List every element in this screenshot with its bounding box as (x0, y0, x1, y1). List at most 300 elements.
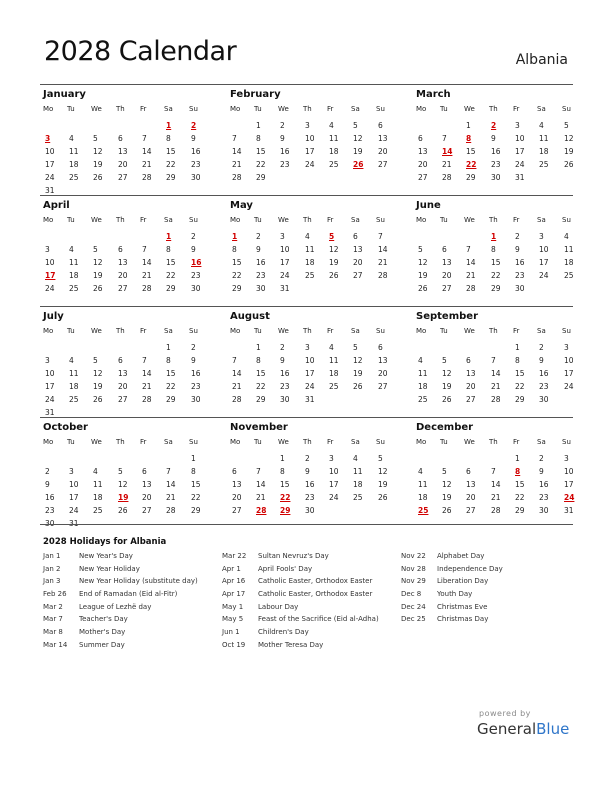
day-cell: 29 (491, 284, 501, 293)
holiday-day-cell: 3 (45, 134, 51, 143)
holiday-day-cell: 26 (353, 160, 364, 169)
day-cell: 31 (45, 408, 55, 417)
day-cell: 3 (305, 121, 310, 130)
day-cell: 17 (280, 258, 290, 267)
day-cell: 17 (305, 369, 315, 378)
day-cell: 22 (515, 382, 525, 391)
day-cell: 11 (69, 369, 79, 378)
day-cell: 23 (491, 160, 501, 169)
weekday-label: Sa (351, 438, 360, 446)
day-cell: 26 (442, 506, 452, 515)
day-cell: 27 (232, 506, 242, 515)
day-cell: 11 (93, 480, 103, 489)
day-cell: 9 (280, 134, 285, 143)
weekday-label: We (278, 327, 289, 335)
holiday-day-cell: 2 (491, 121, 497, 130)
day-cell: 10 (515, 134, 525, 143)
holiday-day-cell: 17 (45, 271, 56, 280)
day-cell: 17 (564, 369, 574, 378)
month-name: June (416, 200, 441, 211)
holiday-date: Apr 17 (222, 590, 246, 599)
holiday-name: Christmas Day (437, 615, 489, 624)
day-cell: 18 (418, 493, 428, 502)
day-cell: 22 (191, 493, 201, 502)
calendar-bottom-divider (40, 524, 573, 525)
day-cell: 6 (378, 343, 383, 352)
weekday-label: Tu (254, 327, 262, 335)
day-cell: 21 (256, 493, 266, 502)
day-cell: 15 (280, 480, 290, 489)
day-cell: 23 (191, 382, 201, 391)
day-cell: 3 (515, 121, 520, 130)
day-cell: 5 (564, 121, 569, 130)
weekday-label: Th (116, 327, 125, 335)
day-cell: 3 (564, 343, 569, 352)
day-cell: 27 (353, 271, 363, 280)
day-cell: 27 (118, 395, 128, 404)
holiday-date: Dec 25 (401, 615, 426, 624)
day-cell: 30 (191, 173, 201, 182)
day-cell: 27 (378, 160, 388, 169)
holiday-date: Jan 2 (43, 564, 61, 573)
holiday-name: Independence Day (437, 564, 503, 573)
holiday-day-cell: 2 (191, 121, 197, 130)
day-cell: 20 (353, 258, 363, 267)
day-cell: 19 (93, 160, 103, 169)
holiday-day-cell: 1 (491, 232, 497, 241)
day-cell: 7 (256, 467, 261, 476)
day-cell: 21 (466, 271, 476, 280)
weekday-label: Su (189, 216, 198, 224)
day-cell: 5 (442, 356, 447, 365)
day-cell: 9 (45, 480, 50, 489)
month-name: February (230, 89, 281, 100)
holiday-name: Labour Day (258, 602, 299, 611)
day-cell: 17 (305, 147, 315, 156)
day-cell: 2 (539, 454, 544, 463)
weekday-label: Tu (440, 327, 448, 335)
day-cell: 13 (118, 258, 128, 267)
day-cell: 28 (142, 173, 152, 182)
day-cell: 13 (118, 147, 128, 156)
day-cell: 20 (142, 493, 152, 502)
day-cell: 8 (515, 356, 520, 365)
day-cell: 13 (378, 134, 388, 143)
weekday-label: Sa (164, 327, 173, 335)
day-cell: 11 (418, 480, 428, 489)
holiday-name: League of Lezhë day (79, 602, 152, 611)
day-cell: 14 (232, 369, 242, 378)
day-cell: 6 (353, 232, 358, 241)
day-cell: 9 (256, 245, 261, 254)
day-cell: 25 (329, 160, 339, 169)
day-cell: 14 (491, 480, 501, 489)
page-title: 2028 Calendar (44, 36, 237, 67)
weekday-label: Mo (230, 216, 241, 224)
day-cell: 20 (118, 382, 128, 391)
day-cell: 7 (142, 245, 147, 254)
holiday-date: Jan 3 (43, 577, 61, 586)
day-cell: 20 (466, 493, 476, 502)
day-cell: 18 (93, 493, 103, 502)
day-cell: 6 (466, 467, 471, 476)
day-cell: 7 (232, 356, 237, 365)
day-cell: 11 (329, 356, 339, 365)
day-cell: 6 (378, 121, 383, 130)
weekday-label: Mo (416, 216, 427, 224)
day-cell: 27 (118, 284, 128, 293)
day-cell: 10 (564, 467, 574, 476)
weekday-label: Sa (537, 216, 546, 224)
day-cell: 7 (232, 134, 237, 143)
weekday-label: We (278, 216, 289, 224)
weekday-label: We (464, 216, 475, 224)
day-cell: 16 (191, 369, 201, 378)
day-cell: 28 (166, 506, 176, 515)
day-cell: 16 (539, 369, 549, 378)
day-cell: 18 (353, 480, 363, 489)
day-cell: 11 (305, 245, 315, 254)
day-cell: 8 (256, 134, 261, 143)
day-cell: 1 (466, 121, 471, 130)
day-cell: 12 (93, 258, 103, 267)
day-cell: 23 (539, 493, 549, 502)
day-cell: 9 (191, 356, 196, 365)
day-cell: 18 (329, 369, 339, 378)
day-cell: 29 (191, 506, 201, 515)
day-cell: 1 (515, 454, 520, 463)
day-cell: 24 (69, 506, 79, 515)
day-cell: 20 (378, 369, 388, 378)
day-cell: 11 (539, 134, 549, 143)
day-cell: 22 (166, 382, 176, 391)
day-cell: 26 (93, 284, 103, 293)
day-cell: 21 (142, 382, 152, 391)
month-name: September (416, 311, 478, 322)
day-cell: 27 (466, 506, 476, 515)
weekday-label: Fr (327, 438, 334, 446)
day-cell: 7 (491, 356, 496, 365)
day-cell: 18 (539, 147, 549, 156)
holiday-day-cell: 8 (515, 467, 521, 476)
holiday-name: Mother's Day (79, 628, 126, 637)
day-cell: 3 (564, 454, 569, 463)
day-cell: 12 (378, 467, 388, 476)
day-cell: 18 (69, 382, 79, 391)
holiday-name: New Year's Day (79, 552, 133, 560)
day-cell: 19 (353, 147, 363, 156)
day-cell: 7 (491, 467, 496, 476)
weekday-label: We (464, 105, 475, 113)
day-cell: 24 (45, 284, 55, 293)
month-row (40, 417, 573, 528)
weekday-label: Su (189, 105, 198, 113)
holiday-name: New Year Holiday (substitute day) (79, 577, 198, 586)
day-cell: 2 (256, 232, 261, 241)
holiday-date: Nov 22 (401, 552, 426, 560)
holiday-date: Jun 1 (222, 628, 240, 637)
day-cell: 16 (280, 369, 290, 378)
day-cell: 16 (191, 147, 201, 156)
day-cell: 7 (142, 134, 147, 143)
weekday-label: Sa (537, 327, 546, 335)
day-cell: 27 (418, 173, 428, 182)
weekday-label: Th (303, 327, 312, 335)
day-cell: 23 (191, 271, 201, 280)
weekday-label: Th (116, 216, 125, 224)
day-cell: 26 (93, 173, 103, 182)
day-cell: 10 (69, 480, 79, 489)
brand-blue: Blue (536, 720, 570, 738)
weekday-label: Tu (254, 105, 262, 113)
weekday-label: Mo (416, 438, 427, 446)
day-cell: 24 (45, 173, 55, 182)
holiday-name: Liberation Day (437, 577, 489, 586)
day-cell: 29 (166, 284, 176, 293)
day-cell: 30 (539, 506, 549, 515)
day-cell: 26 (329, 271, 339, 280)
holidays-title: 2028 Holidays for Albania (43, 537, 167, 547)
holiday-date: Mar 8 (43, 628, 63, 637)
day-cell: 29 (166, 395, 176, 404)
day-cell: 12 (353, 134, 363, 143)
day-cell: 27 (466, 395, 476, 404)
day-cell: 13 (353, 245, 363, 254)
day-cell: 4 (418, 356, 423, 365)
holiday-day-cell: 1 (232, 232, 238, 241)
day-cell: 9 (539, 467, 544, 476)
holiday-day-cell: 28 (256, 506, 267, 515)
day-cell: 20 (418, 160, 428, 169)
holiday-day-cell: 1 (166, 121, 172, 130)
holiday-name: Alphabet Day (437, 552, 485, 560)
day-cell: 4 (69, 245, 74, 254)
day-cell: 20 (118, 160, 128, 169)
day-cell: 14 (166, 480, 176, 489)
day-cell: 6 (118, 245, 123, 254)
day-cell: 6 (142, 467, 147, 476)
day-cell: 9 (305, 467, 310, 476)
day-cell: 26 (564, 160, 574, 169)
day-cell: 10 (280, 245, 290, 254)
day-cell: 14 (142, 147, 152, 156)
weekday-label: Tu (254, 216, 262, 224)
day-cell: 28 (491, 506, 501, 515)
day-cell: 16 (305, 480, 315, 489)
day-cell: 31 (45, 186, 55, 195)
day-cell: 15 (515, 369, 525, 378)
day-cell: 15 (256, 369, 266, 378)
holiday-name: Sultan Nevruz's Day (258, 552, 329, 560)
holiday-date: Apr 16 (222, 577, 246, 586)
day-cell: 4 (93, 467, 98, 476)
day-cell: 4 (539, 121, 544, 130)
day-cell: 22 (232, 271, 242, 280)
day-cell: 30 (191, 284, 201, 293)
day-cell: 29 (256, 173, 266, 182)
day-cell: 24 (564, 382, 574, 391)
holiday-date: May 1 (222, 602, 244, 611)
day-cell: 29 (466, 173, 476, 182)
weekday-label: Fr (513, 327, 520, 335)
day-cell: 28 (232, 173, 242, 182)
day-cell: 15 (491, 258, 501, 267)
day-cell: 18 (69, 160, 79, 169)
day-cell: 21 (142, 160, 152, 169)
day-cell: 13 (232, 480, 242, 489)
day-cell: 3 (305, 343, 310, 352)
day-cell: 28 (142, 395, 152, 404)
holiday-day-cell: 14 (442, 147, 453, 156)
holiday-name: Catholic Easter, Orthodox Easter (258, 590, 373, 599)
day-cell: 26 (378, 493, 388, 502)
generalblue-logo[interactable] (477, 720, 569, 738)
day-cell: 2 (515, 232, 520, 241)
weekday-label: Th (489, 438, 498, 446)
day-cell: 24 (305, 160, 315, 169)
day-cell: 2 (305, 454, 310, 463)
weekday-label: Sa (537, 105, 546, 113)
day-cell: 15 (166, 258, 176, 267)
weekday-label: Th (489, 216, 498, 224)
day-cell: 24 (280, 271, 290, 280)
day-cell: 20 (378, 147, 388, 156)
weekday-label: Tu (67, 105, 75, 113)
day-cell: 28 (142, 284, 152, 293)
day-cell: 12 (353, 356, 363, 365)
day-cell: 10 (45, 258, 55, 267)
day-cell: 17 (564, 480, 574, 489)
day-cell: 8 (491, 245, 496, 254)
day-cell: 25 (69, 284, 79, 293)
day-cell: 28 (442, 173, 452, 182)
day-cell: 20 (442, 271, 452, 280)
holiday-date: Nov 28 (401, 564, 426, 573)
day-cell: 21 (442, 160, 452, 169)
day-cell: 12 (118, 480, 128, 489)
weekday-label: We (91, 105, 102, 113)
day-cell: 24 (45, 395, 55, 404)
day-cell: 5 (93, 245, 98, 254)
weekday-label: Fr (513, 105, 520, 113)
day-cell: 30 (280, 395, 290, 404)
day-cell: 26 (418, 284, 428, 293)
day-cell: 22 (166, 160, 176, 169)
weekday-label: Su (376, 216, 385, 224)
day-cell: 23 (280, 160, 290, 169)
day-cell: 26 (118, 506, 128, 515)
day-cell: 13 (466, 369, 476, 378)
weekday-label: Tu (254, 438, 262, 446)
weekday-label: Su (189, 327, 198, 335)
day-cell: 5 (353, 343, 358, 352)
day-cell: 4 (69, 134, 74, 143)
day-cell: 16 (45, 493, 55, 502)
day-cell: 12 (93, 147, 103, 156)
day-cell: 22 (166, 271, 176, 280)
day-cell: 14 (491, 369, 501, 378)
weekday-label: Mo (43, 105, 54, 113)
holiday-day-cell: 8 (466, 134, 472, 143)
holiday-date: Mar 2 (43, 602, 63, 611)
weekday-label: Su (562, 438, 571, 446)
weekday-label: Tu (67, 438, 75, 446)
holiday-date: Oct 19 (222, 640, 246, 649)
day-cell: 24 (305, 382, 315, 391)
weekday-label: Tu (67, 327, 75, 335)
day-cell: 6 (118, 356, 123, 365)
weekday-label: Fr (327, 216, 334, 224)
day-cell: 9 (515, 245, 520, 254)
day-cell: 2 (539, 343, 544, 352)
day-cell: 21 (232, 160, 242, 169)
day-cell: 19 (442, 382, 452, 391)
day-cell: 7 (142, 356, 147, 365)
day-cell: 12 (442, 480, 452, 489)
day-cell: 27 (118, 173, 128, 182)
day-cell: 31 (564, 506, 574, 515)
weekday-label: We (91, 438, 102, 446)
day-cell: 19 (418, 271, 428, 280)
day-cell: 25 (305, 271, 315, 280)
day-cell: 12 (418, 258, 428, 267)
day-cell: 5 (118, 467, 123, 476)
holiday-date: Dec 8 (401, 590, 422, 599)
month-name: April (43, 200, 70, 211)
weekday-label: Fr (140, 327, 147, 335)
day-cell: 16 (539, 480, 549, 489)
day-cell: 18 (418, 382, 428, 391)
day-cell: 13 (142, 480, 152, 489)
day-cell: 22 (256, 382, 266, 391)
day-cell: 19 (353, 369, 363, 378)
day-cell: 24 (539, 271, 549, 280)
day-cell: 17 (45, 382, 55, 391)
weekday-label: Tu (440, 216, 448, 224)
day-cell: 10 (305, 134, 315, 143)
holiday-date: Nov 29 (401, 577, 426, 586)
day-cell: 14 (256, 480, 266, 489)
day-cell: 7 (166, 467, 171, 476)
day-cell: 2 (191, 232, 196, 241)
day-cell: 6 (418, 134, 423, 143)
day-cell: 4 (69, 356, 74, 365)
day-cell: 24 (515, 160, 525, 169)
country-name: Albania (515, 52, 568, 68)
day-cell: 20 (466, 382, 476, 391)
holiday-name: Summer Day (79, 640, 125, 649)
weekday-label: Mo (230, 327, 241, 335)
day-cell: 17 (45, 160, 55, 169)
day-cell: 10 (45, 369, 55, 378)
day-cell: 3 (329, 454, 334, 463)
day-cell: 23 (280, 382, 290, 391)
day-cell: 13 (466, 480, 476, 489)
day-cell: 31 (515, 173, 525, 182)
month-name: May (230, 200, 253, 211)
day-cell: 21 (142, 271, 152, 280)
day-cell: 12 (564, 134, 574, 143)
day-cell: 2 (280, 343, 285, 352)
day-cell: 9 (491, 134, 496, 143)
day-cell: 19 (378, 480, 388, 489)
day-cell: 2 (280, 121, 285, 130)
day-cell: 22 (256, 160, 266, 169)
month-name: December (416, 422, 474, 433)
day-cell: 1 (515, 343, 520, 352)
day-cell: 15 (256, 147, 266, 156)
weekday-label: Th (116, 438, 125, 446)
